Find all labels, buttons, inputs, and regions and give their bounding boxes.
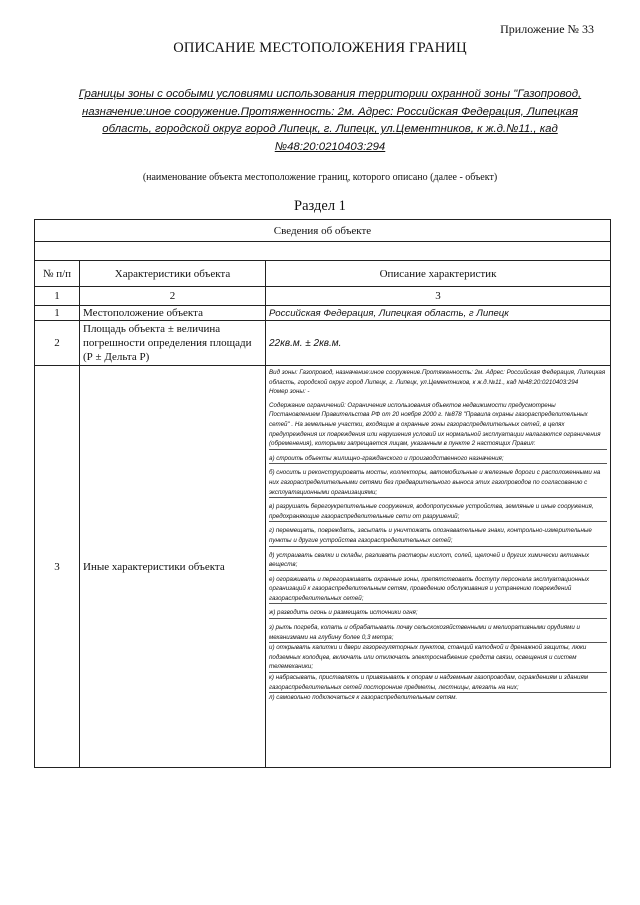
other-characteristics-description bbox=[266, 366, 611, 768]
row-name: Площадь объекта ± величина погрешности определения площади (Р ± Дельта Р) bbox=[80, 321, 266, 366]
table-title-row bbox=[35, 220, 611, 242]
restriction-item: д) устраивать свалки и склады, разливать растворы кислот, солей, щелочей и других химически активных веществ; bbox=[269, 551, 607, 571]
header-characteristics: Характеристики объекта bbox=[80, 261, 266, 287]
object-info-table bbox=[34, 219, 611, 768]
column-numbers-row bbox=[35, 287, 611, 306]
restriction-item: л) самовольно подключаться к газораспределительным сетям. bbox=[269, 694, 458, 702]
zone-number-text: Номер зоны: - bbox=[269, 388, 310, 396]
row-value: Российская Федерация, Липецкая область, г Липецк bbox=[266, 306, 611, 321]
table-header-row bbox=[35, 261, 611, 287]
row-name: Местоположение объекта bbox=[80, 306, 266, 321]
table-row bbox=[35, 306, 611, 321]
restrictions-text: Содержание ограничений: Ограничения использования объектов недвижимости предусмотрены Постановлением Правительства РФ от 20 ноября 2000 г. №878 "Правила охраны газораспределительных сетей" . На земельные участки, входящие в охранные зоны газораспределительных сетей, в целях предупреждения их повреждения или нарушения условий их нормальной эксплуатации налагаются ограничения (обременения), которыми запрещается лицам, указанным в пункте 2 настоящих Правил: bbox=[269, 401, 607, 450]
section-title: Раздел 1 bbox=[294, 198, 346, 214]
restriction-item: в) разрушать берегоукрепительные сооружения, водопропускные устройства, земляные и иные сооружения, предохраняющие газораспределительные сети от разрушений; bbox=[269, 502, 607, 522]
restriction-item: е) огораживать и перегораживать охранные зоны, препятствовать доступу персонала эксплуатационных организаций к газораспределительным сетям, проведению обслуживания и устранению повреждений газораспределительных сетей; bbox=[269, 575, 607, 605]
table-row bbox=[35, 366, 611, 768]
restriction-item: а) строить объекты жилищно-гражданского и производственного назначения; bbox=[269, 454, 607, 465]
page-title: ОПИСАНИЕ МЕСТОПОЛОЖЕНИЯ ГРАНИЦ bbox=[173, 40, 467, 56]
restriction-item: г) перемещать, повреждать, засыпать и уничтожать опознавательные знаки, контрольно-измерительные пункты и другие устройства газораспределительных сетей; bbox=[269, 526, 607, 546]
header-number: № п/п bbox=[35, 261, 80, 287]
header-description: Описание характеристик bbox=[266, 261, 611, 287]
column-number: 1 bbox=[35, 287, 80, 306]
empty-cell bbox=[35, 242, 611, 261]
table-title: Сведения об объекте bbox=[35, 220, 611, 242]
row-number: 2 bbox=[35, 321, 80, 366]
row-number: 3 bbox=[35, 366, 80, 768]
table-row bbox=[35, 321, 611, 366]
restriction-item: з) рыть погреба, копать и обрабатывать почву сельскохозяйственными и мелиоративными орудиями и механизмами на глубину более 0,3 метра; bbox=[269, 623, 607, 643]
row-number: 1 bbox=[35, 306, 80, 321]
column-number: 3 bbox=[266, 287, 611, 306]
row-name: Иные характеристики объекта bbox=[80, 366, 266, 768]
object-caption: (наименование объекта местоположение границ, которого описано (далее - объект) bbox=[142, 172, 498, 183]
appendix-number: Приложение № 33 bbox=[500, 22, 594, 36]
table-empty-row bbox=[35, 242, 611, 261]
column-number: 2 bbox=[80, 287, 266, 306]
zone-type-text: Вид зоны: Газопровод, назначение:иное сооружение.Протяженность: 2м. Адрес: Российская Федерация, Липецкая область, городской округ город Липецк, г. Липецк, ул.Цементников, к ж.д.№11., кад №48:20:0210403:294 bbox=[269, 369, 606, 386]
restriction-item: ж) разводить огонь и размещать источники огня; bbox=[269, 608, 607, 619]
restriction-item: и) открывать калитки и двери газорегуляторных пунктов, станций катодной и дренажной защиты, люки подземных колодцев, включать или отключать электроснабжение средств связи, освещения и систем телемеханики; bbox=[269, 643, 607, 673]
zone-title: Границы зоны с особыми условиями использования территории охранной зоны "Газопровод, назначение:иное сооружение.Протяженность: 2м. Адрес: Российская Федерация, Липецкая область, городской округ город Липецк, г. Липецк, ул.Цементников, к ж.д.№11., кад №48:20:0210403:294 bbox=[78, 88, 582, 153]
restriction-item: к) набрасывать, приставлять и привязывать к опорам и надземным газопроводам, ограждениям и зданиям газораспределительных сетей посторонние предметы, лестницы, влезать на них; bbox=[269, 673, 607, 693]
row-value: 22кв.м. ± 2кв.м. bbox=[266, 321, 611, 366]
restriction-item: б) сносить и реконструировать мосты, коллекторы, автомобильные и железные дороги с расположенными на них газораспределительными сетями без предварительного выноса этих газопроводов по согласованию с эксплуатационными организациями; bbox=[269, 468, 607, 498]
